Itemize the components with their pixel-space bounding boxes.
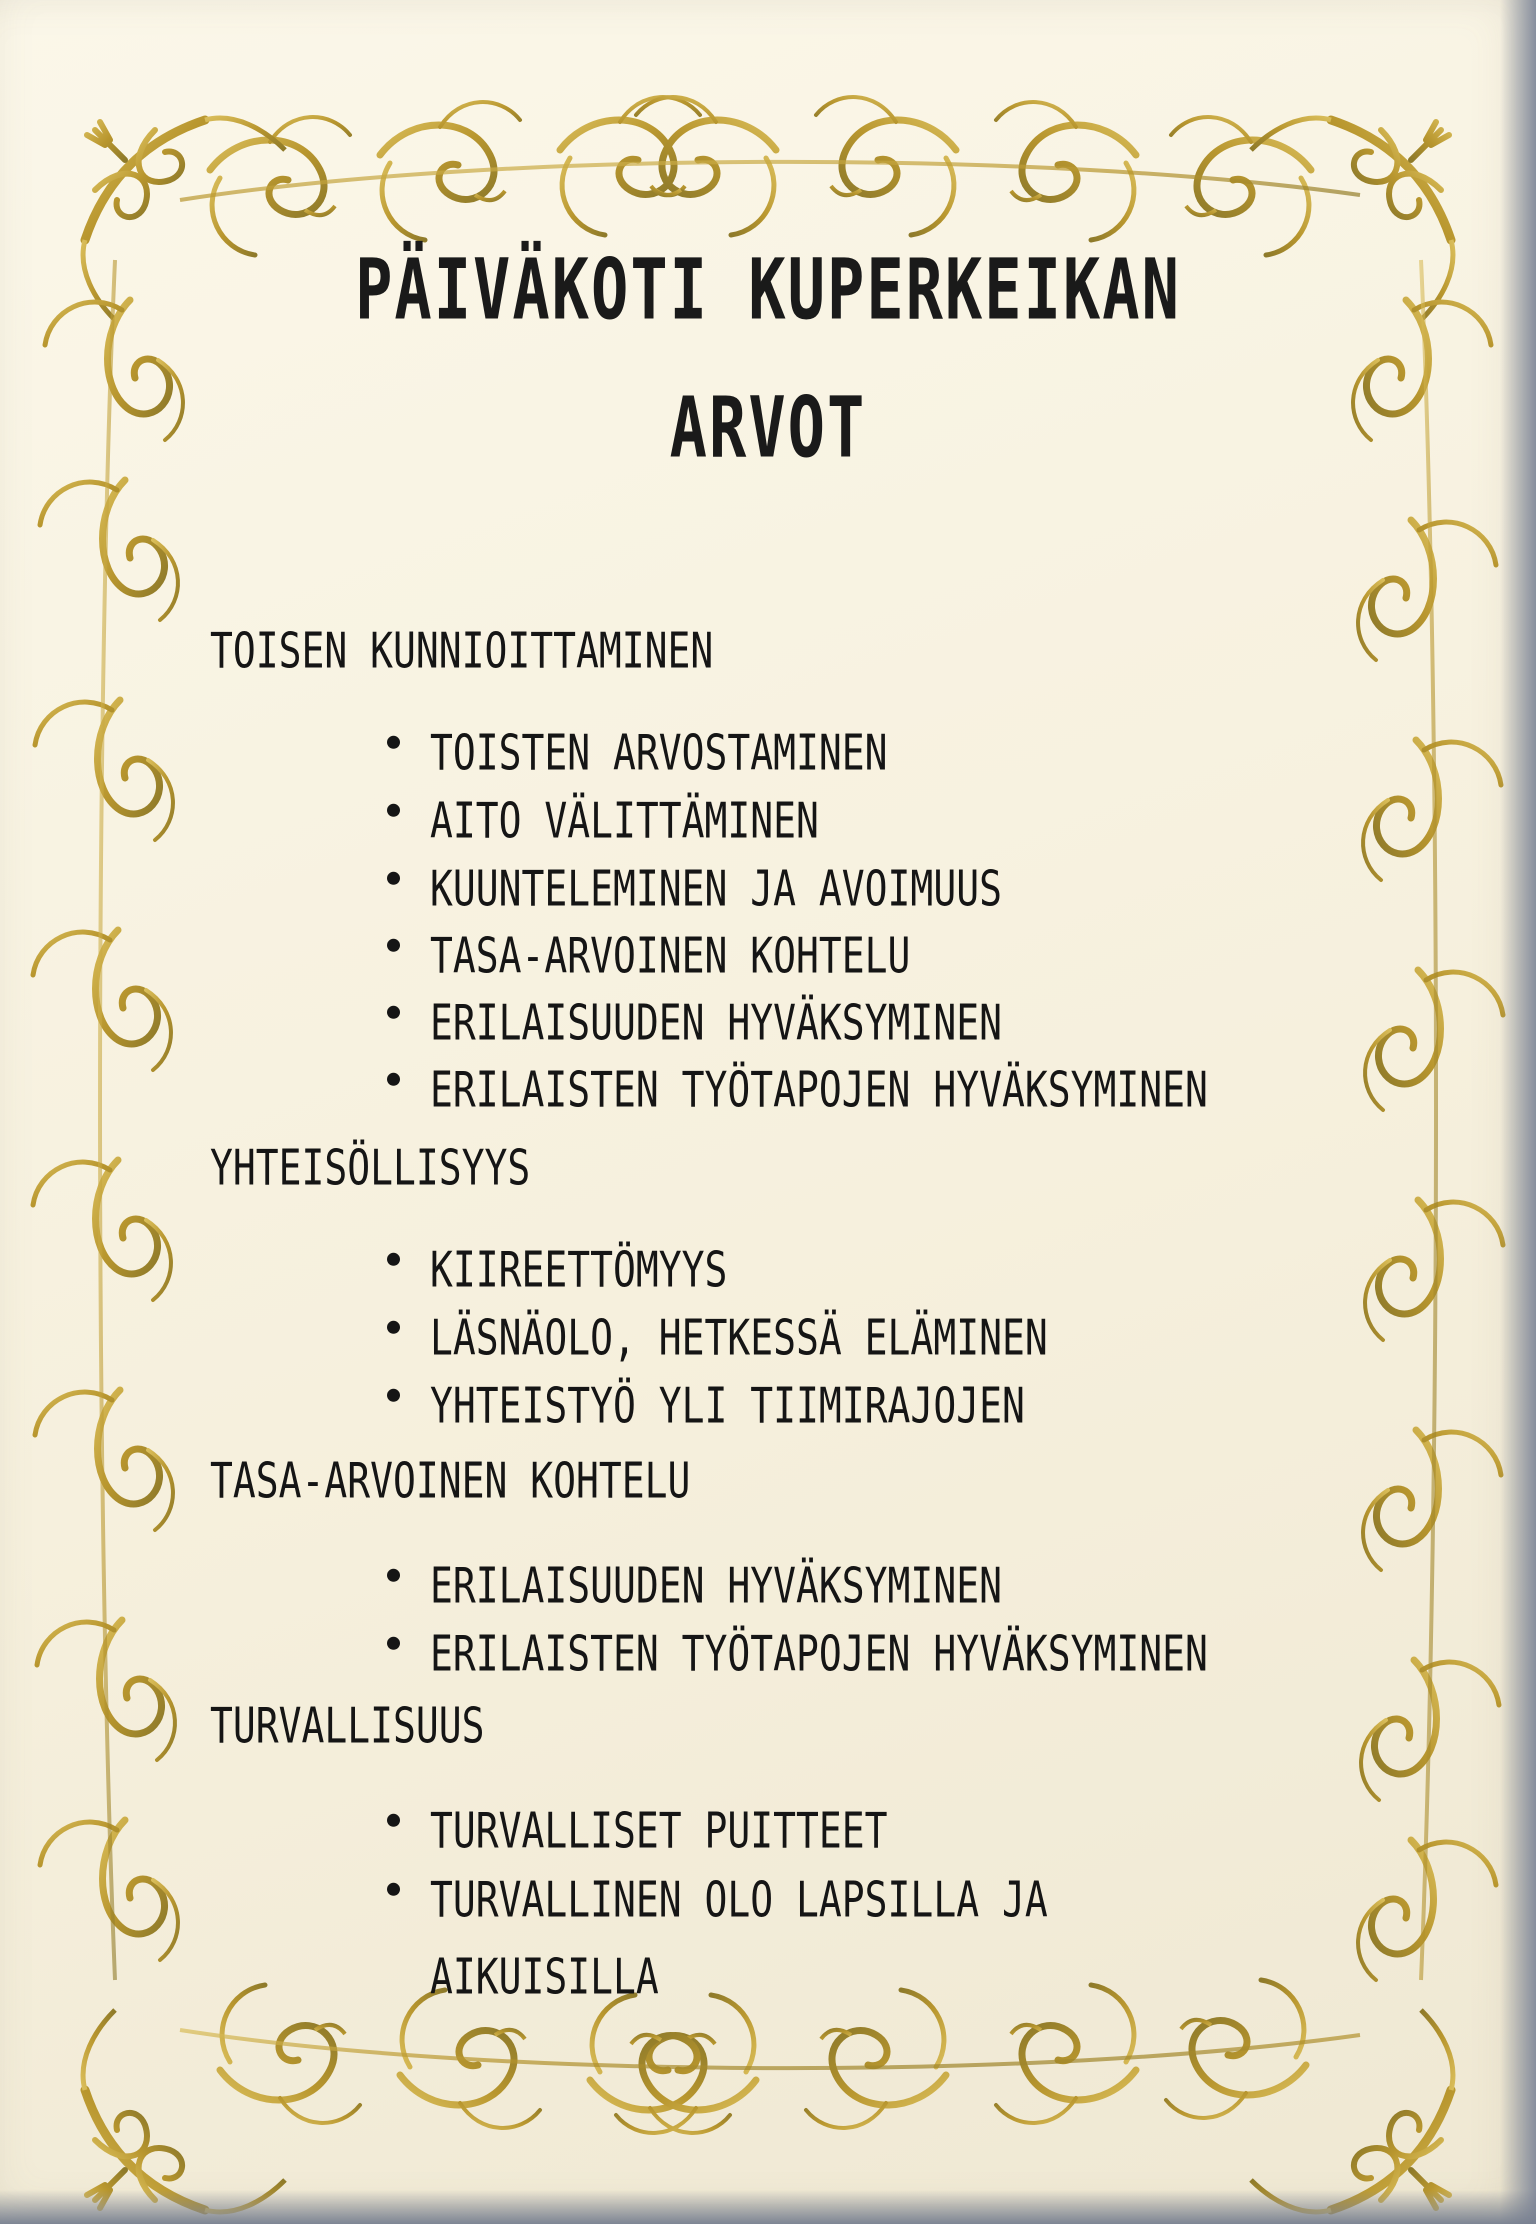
list-item: ERILAISUUDEN HYVÄKSYMINEN [430,1548,1002,1625]
bullet-icon [387,872,400,885]
list-item: TASA-ARVOINEN KOHTELU [430,918,910,995]
bullet-icon [387,939,400,952]
list-item: TURVALLINEN OLO LAPSILLA JA AIKUISILLA [430,1862,1130,2015]
section-heading: TASA-ARVOINEN KOHTELU [210,1452,691,1510]
list-item: ERILAISUUDEN HYVÄKSYMINEN [430,985,1002,1062]
bullet-icon [387,1389,400,1402]
list-item: ERILAISTEN TYÖTAPOJEN HYVÄKSYMINEN [430,1616,1208,1693]
page-title-line-1: PÄIVÄKOTI KUPERKEIKAN [355,240,1181,339]
list-item: KIIREETTÖMYYS [430,1232,727,1309]
list-item: TOISTEN ARVOSTAMINEN [430,715,888,792]
list-item: YHTEISTYÖ YLI TIIMIRAJOJEN [430,1368,1025,1445]
bullet-icon [387,1321,400,1334]
bullet-icon [387,804,400,817]
bullet-icon [387,1006,400,1019]
list-item: TURVALLISET PUITTEET [430,1793,888,1870]
bullet-icon [387,1073,400,1086]
bullet-icon [387,1637,400,1650]
list-item: KUUNTELEMINEN JA AVOIMUUS [430,851,1002,928]
corner-ornament-bottom-right [1251,2010,1453,2212]
left-border-ornament [33,260,183,1980]
section-heading: TOISEN KUNNIOITTAMINEN [210,622,714,680]
top-border-ornament [180,97,1360,255]
right-border-ornament [1353,260,1503,1980]
bullet-icon [387,1253,400,1266]
section-heading: YHTEISÖLLISYYS [210,1139,531,1197]
table-surface-bottom [0,2190,1536,2224]
list-item: LÄSNÄOLO, HETKESSÄ ELÄMINEN [430,1300,1048,1377]
section-heading: TURVALLISUUS [210,1697,485,1755]
list-item: ERILAISTEN TYÖTAPOJEN HYVÄKSYMINEN [430,1052,1208,1129]
bullet-icon [387,1814,400,1827]
bullet-icon [387,736,400,749]
page-title-line-2: ARVOT [669,378,867,477]
bullet-icon [387,1883,400,1896]
bullet-icon [387,1569,400,1582]
table-surface-edge [1500,0,1536,2224]
list-item: AITO VÄLITTÄMINEN [430,783,819,860]
